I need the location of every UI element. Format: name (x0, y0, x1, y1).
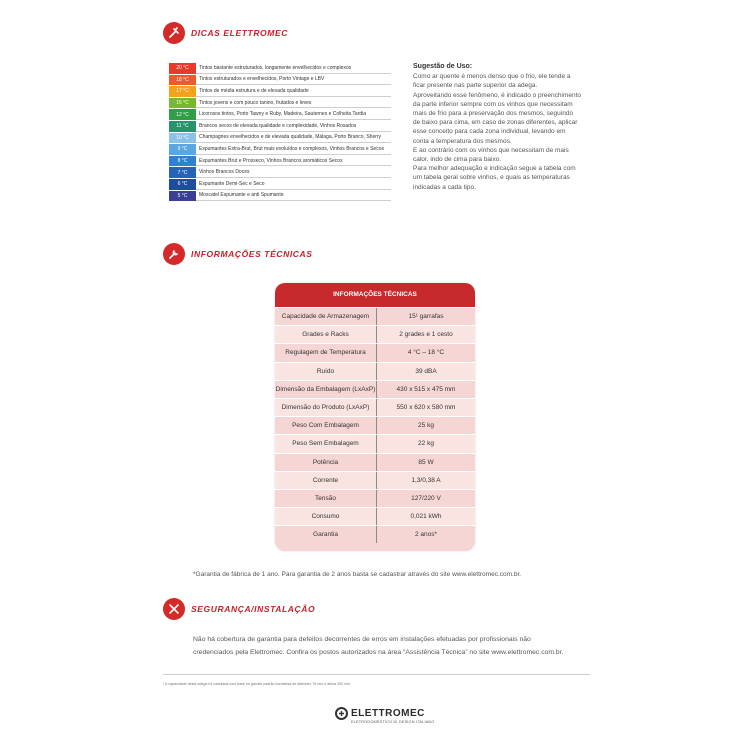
suggestion-line: ficar presente nas parte superior da adega. (413, 82, 538, 90)
elettromec-logo-icon (335, 707, 348, 720)
spec-label: Corrente (275, 472, 377, 489)
suggestion-line: E ao contrário com os vinhos que necessitam de mais (413, 146, 569, 154)
temperature-row (169, 121, 391, 133)
spec-row (275, 434, 475, 452)
spec-row (275, 307, 475, 325)
suggestion-line: Como ar quente é menos denso que o frio, ele tende a (413, 73, 571, 81)
tools-icon (163, 598, 185, 620)
security-text (193, 633, 593, 659)
suggestion-line: um tabela geral sobre vinhos, e quais as temperaturas (413, 174, 570, 182)
usage-suggestion (413, 62, 589, 192)
spec-row (275, 380, 475, 398)
suggestion-line: indicadas a cada tipo. (413, 183, 476, 191)
suggestion-line: Para melhor adequação e indicação segue a tabela com (413, 165, 576, 173)
spec-label: Grades e Racks (275, 326, 377, 343)
thermometer-icon (163, 22, 185, 44)
spec-label: Potência (275, 454, 377, 471)
tech-table-title: INFORMAÇÕES TÉCNICAS (275, 283, 475, 307)
temperature-row (169, 98, 391, 110)
temperature-description: Tintos bastante estruturados, longamente envelhecidos e complexos (196, 63, 391, 74)
temperature-row (169, 63, 391, 75)
temperature-chip: 15 °C (169, 98, 196, 109)
capacity-note: ¹ A capacidade desta adega foi calculada com base na garrafa padrão bordalesa de diâmetro 76 mm e altura 300 mm. (163, 682, 352, 686)
spec-label: Tensão (275, 490, 377, 507)
wrench-icon (163, 243, 185, 265)
suggestion-line: Aproveitando esse fenômeno, é indicado o preenchimento (413, 91, 582, 99)
temperature-row (169, 179, 391, 191)
spec-value: 2 anos* (414, 531, 438, 539)
temperature-description: Tintos jovens e com pouco tanino, frutados e leves (196, 98, 391, 109)
temperature-chip: 9 °C (169, 144, 196, 155)
spec-value: 2 grades e 1 cesto (399, 331, 453, 339)
temperature-table (169, 63, 391, 202)
spec-value: 127/220 V (411, 494, 441, 502)
warranty-footnote: *Garantia de fábrica de 1 ano. Para garantia de 2 anos basta se cadastrar através do site www.elettromec.com.br. (193, 571, 522, 578)
spec-label: Peso Com Embalagem (275, 417, 377, 434)
suggestion-line: esse conceito para cada zona individual, levando em (413, 128, 566, 136)
temperature-row (169, 86, 391, 98)
temperature-row (169, 133, 391, 145)
spec-label: Capacidade de Armazenagem (275, 308, 377, 325)
spec-value: 1,3/0,38 A (411, 476, 441, 484)
section-tech-header (163, 243, 313, 265)
security-line: Não há cobertura de garantia para defeitos decorrentes de erros em instalações efetuadas por profissionais não (193, 636, 531, 643)
temperature-row (169, 75, 391, 87)
spec-row (275, 471, 475, 489)
suggestion-line: da parte inferior sempre com os vinhos que necessitam (413, 100, 573, 108)
suggestion-line: de baixo para cima, em caso de zonas diferentes, aplicar (413, 119, 578, 127)
spec-row (275, 362, 475, 380)
spec-label: Garantia (275, 526, 377, 543)
section-title: INFORMAÇÕES TÉCNICAS (191, 249, 313, 259)
temperature-description: Tintos estruturados e envelhecidos, Porto Vintage e LBV (196, 75, 391, 86)
spec-label: Consumo (275, 508, 377, 525)
brand-name: ELETTROMEC (351, 708, 425, 719)
spec-value: 85 W (418, 458, 434, 466)
spec-row (275, 525, 475, 543)
temperature-chip: 18 °C (169, 75, 196, 86)
spec-value: 430 x 515 x 475 mm (396, 385, 456, 393)
spec-row (275, 398, 475, 416)
temperature-description: Brancos secos de elevada qualidade e complexidade, Vinhos Rosados (196, 121, 391, 132)
spec-value: 4 °C – 18 °C (407, 349, 445, 357)
temperature-description: Licorosos tintos, Porto Tawny e Ruby, Madeira, Sauternes e Colheita Tardia (196, 109, 391, 120)
security-line: credenciados pela Elettromec. Confira os postos autorizados na área “Assistência Técnica” no site www.elettromec.com.br. (193, 649, 564, 656)
temperature-chip: 8 °C (169, 156, 196, 167)
section-title: DICAS ELETTROMEC (191, 28, 288, 38)
spec-row (275, 343, 475, 361)
spec-value: 0,021 kWh (410, 513, 442, 521)
brand-tagline: ELETRODOMÉSTICO DI DESIGN ITALIANO (351, 720, 435, 724)
temperature-row (169, 156, 391, 168)
spec-label: Peso Sem Embalagem (275, 435, 377, 452)
spec-row (275, 507, 475, 525)
brand-logo (335, 707, 435, 724)
spec-value: 39 dBA (415, 367, 437, 375)
temperature-row (169, 191, 391, 203)
section-security-header (163, 598, 315, 620)
section-dicas-header (163, 22, 288, 44)
temperature-row (169, 109, 391, 121)
spec-label: Ruído (275, 363, 377, 380)
spec-value: 22 kg (418, 440, 434, 448)
temperature-chip: 20 °C (169, 63, 196, 74)
spec-value: 550 x 620 x 580 mm (396, 404, 456, 412)
temperature-description: Vinhos Brancos Doces (196, 167, 391, 178)
suggestion-line: calor, indo de cima para baixo. (413, 156, 502, 164)
temperature-chip: 6 °C (169, 179, 196, 190)
divider (163, 674, 590, 675)
spec-label: Dimensão do Produto (LxAxP) (275, 399, 377, 416)
temperature-description: Champagnes envelhecidos e de elevada qualidade, Málaga, Porto Branco, Sherry (196, 133, 391, 144)
spec-row (275, 453, 475, 471)
temperature-chip: 7 °C (169, 167, 196, 178)
suggestion-line: conta a temperatura dos mesmos. (413, 137, 512, 145)
section-title: SEGURANÇA/INSTALAÇÃO (191, 604, 316, 614)
temperature-description: Moscatel Espumante e anti Spumante (196, 191, 391, 202)
temperature-chip: 10 °C (169, 133, 196, 144)
suggestion-line: mais de frio para a preservação dos mesmos, seguindo (413, 110, 574, 118)
spec-label: Dimensão da Embalagem (LxAxP) (275, 381, 377, 398)
spec-value: 25 kg (418, 422, 434, 430)
temperature-row (169, 167, 391, 179)
temperature-description: Espumantes Brut e Prosseco, Vinhos Brancos aromáticos Secos (196, 156, 391, 167)
temperature-chip: 17 °C (169, 86, 196, 97)
temperature-chip: 12 °C (169, 109, 196, 120)
temperature-chip: 11 °C (169, 121, 196, 132)
spec-row (275, 489, 475, 507)
suggestion-title: Sugestão de Uso: (413, 63, 473, 70)
tech-specs-table (275, 283, 475, 551)
temperature-description: Espumante Demi-Sec e Seco (196, 179, 391, 190)
temperature-description: Tintos de média estrutura e de elevada qualidade (196, 86, 391, 97)
temperature-chip: 5 °C (169, 191, 196, 202)
temperature-row (169, 144, 391, 156)
spec-label: Regulagem de Temperatura (275, 344, 377, 361)
spec-value: 15¹ garrafas (408, 313, 444, 321)
spec-row (275, 325, 475, 343)
spec-row (275, 416, 475, 434)
temperature-description: Espumantes Extra-Brut, Brut mais evoluídos e complexos, Vinhos Brancos e Secos (196, 144, 391, 155)
